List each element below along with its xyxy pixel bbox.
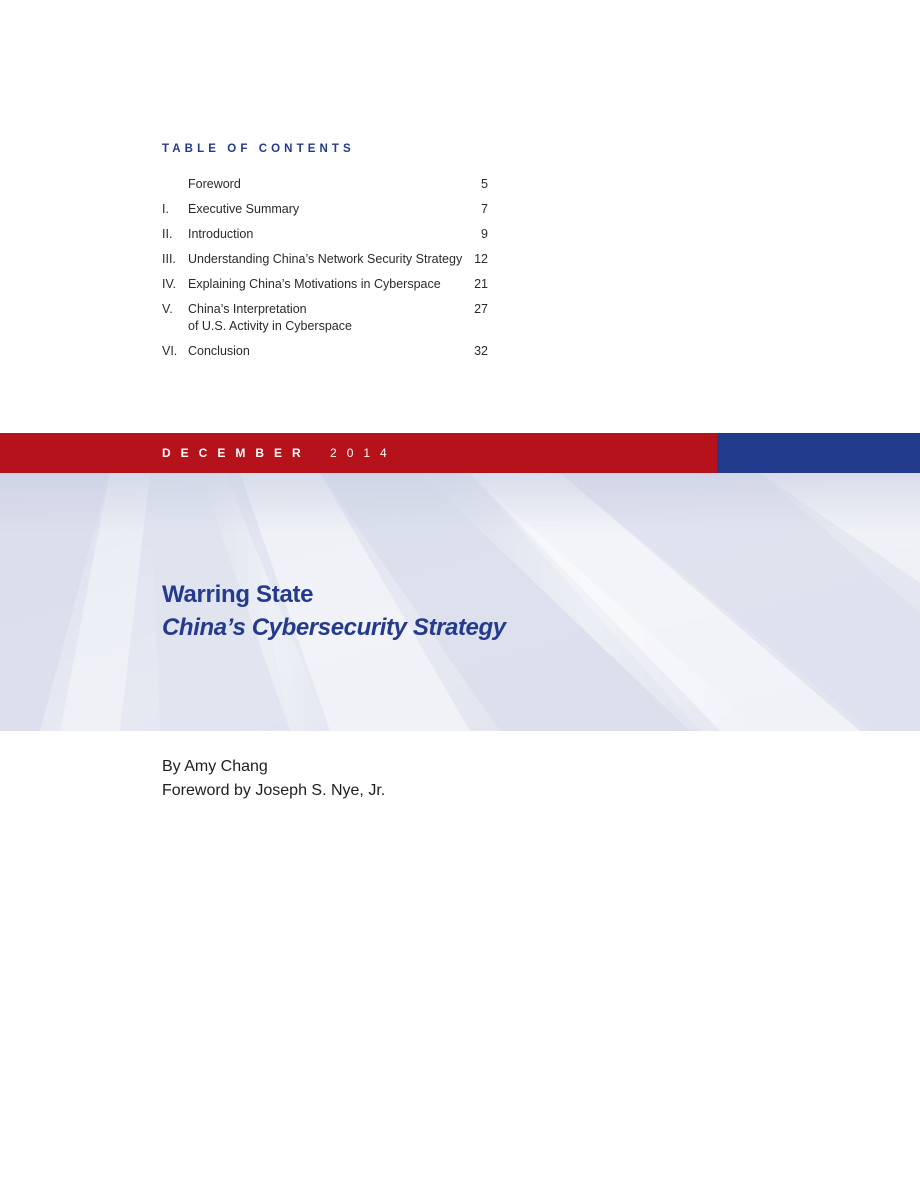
toc-entry-interpretation[interactable] (162, 301, 488, 335)
toc-entry-number: I. (162, 202, 169, 216)
toc-entry-network-security-strategy[interactable] (162, 251, 488, 268)
toc-entry-page: 21 (474, 277, 488, 291)
toc-entry-title: Conclusion (188, 344, 250, 358)
date-band (0, 433, 920, 473)
toc-entry-page: 12 (474, 252, 488, 266)
report-subtitle: China’s Cybersecurity Strategy (162, 614, 506, 641)
toc-entry-introduction[interactable] (162, 226, 488, 243)
toc-entry-number: II. (162, 227, 173, 241)
toc-entry-conclusion[interactable] (162, 343, 488, 360)
toc-entry-executive-summary[interactable] (162, 201, 488, 218)
report-title: Warring State (162, 581, 314, 608)
toc-entry-title: Executive Summary (188, 202, 300, 216)
toc-heading: TABLE OF CONTENTS (162, 143, 355, 155)
toc-entry-page: 27 (474, 302, 488, 316)
author-line: By Amy Chang (162, 758, 268, 775)
toc-entry-number: VI. (162, 344, 178, 358)
toc-list (162, 176, 488, 360)
publication-date (162, 446, 397, 460)
hero-background-image (0, 473, 920, 731)
toc-entry-number: V. (162, 302, 173, 316)
date-year: 2014 (330, 446, 397, 460)
date-band-blue-block (717, 433, 920, 473)
toc-entry-number: III. (162, 252, 176, 266)
hero-banner (0, 473, 920, 731)
toc-entry-title: Understanding China’s Network Security Strategy (188, 252, 463, 266)
table-of-contents (162, 143, 488, 368)
toc-entry-number: IV. (162, 277, 177, 291)
toc-entry-motivations[interactable] (162, 276, 488, 293)
toc-entry-page: 32 (474, 344, 488, 358)
toc-entry-page: 9 (481, 227, 488, 241)
toc-entry-foreword[interactable] (162, 176, 488, 193)
toc-entry-title: Introduction (188, 227, 254, 241)
date-month: DECEMBER (162, 446, 311, 460)
toc-entry-page: 7 (481, 202, 488, 216)
toc-entry-title: China’s Interpretation of U.S. Activity in Cyberspace (188, 302, 352, 333)
toc-entry-title: Foreword (188, 177, 241, 191)
toc-entry-page: 5 (481, 177, 488, 191)
byline (162, 755, 385, 803)
foreword-line: Foreword by Joseph S. Nye, Jr. (162, 782, 386, 799)
toc-entry-title: Explaining China’s Motivations in Cyberspace (188, 277, 441, 291)
